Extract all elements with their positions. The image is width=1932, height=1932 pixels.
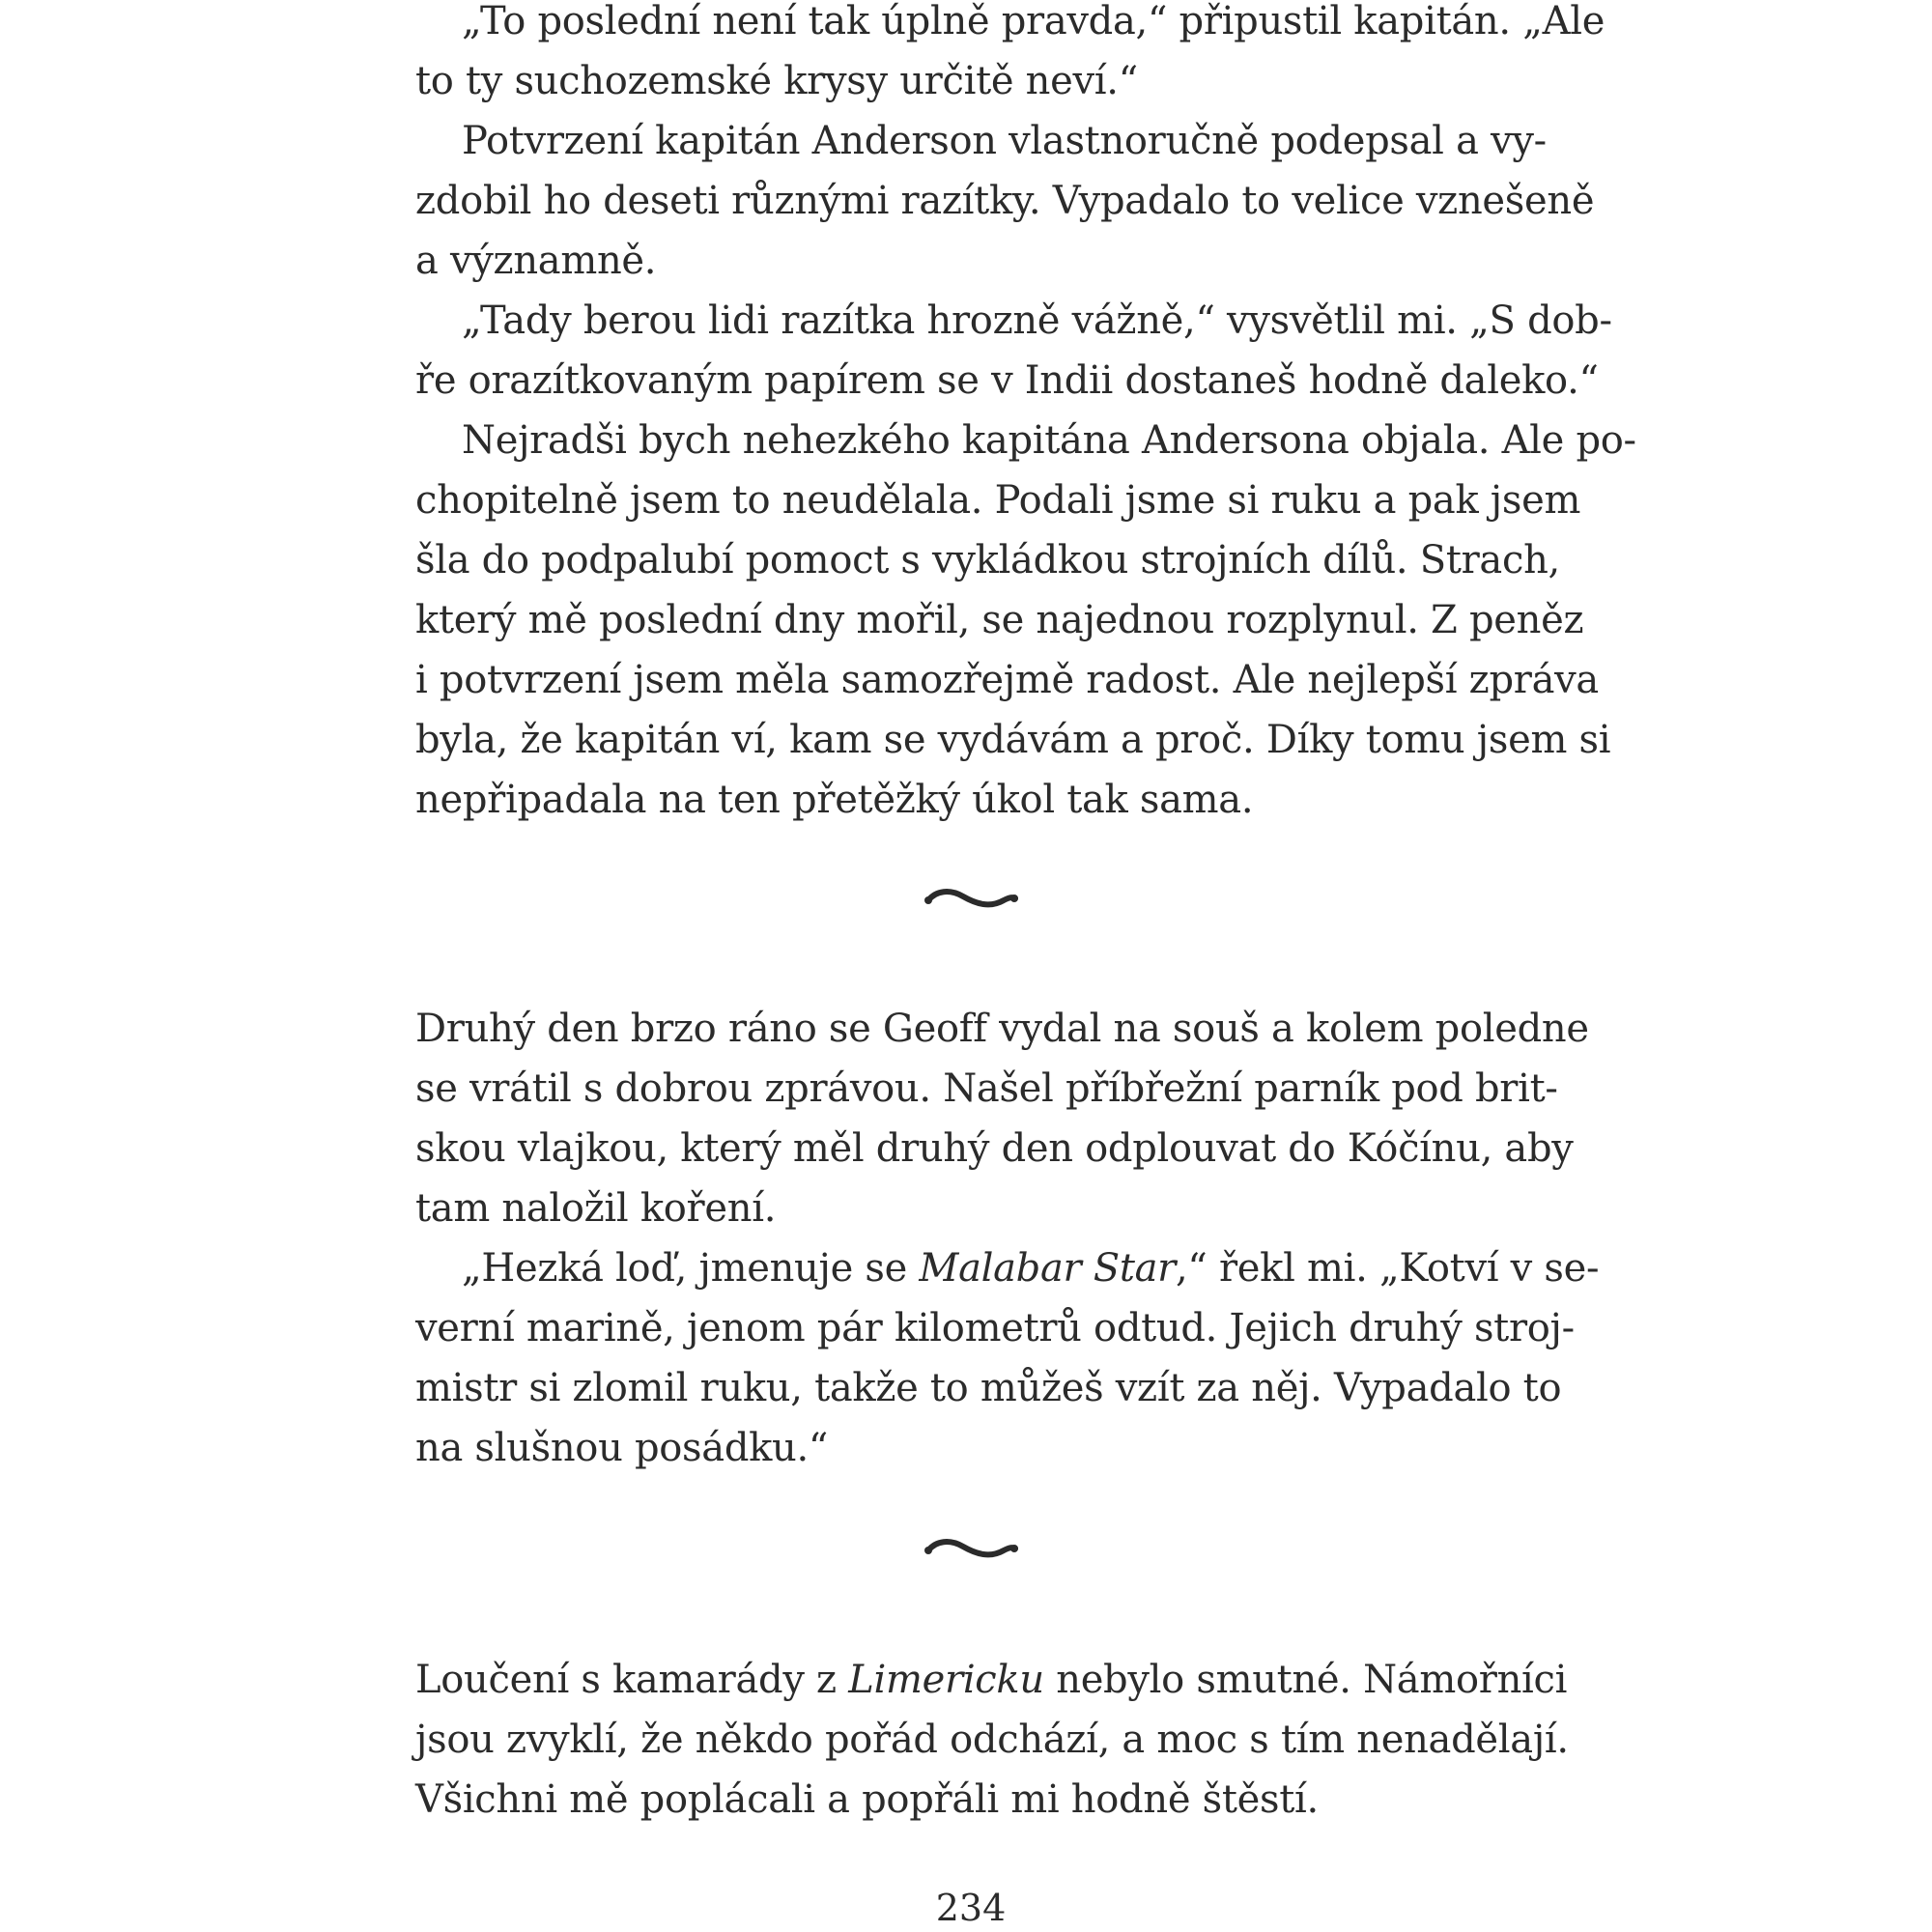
text-line: skou vlajkou, který měl druhý den odplouvat do Kóčínu, aby bbox=[415, 1126, 1574, 1171]
text-line: „Tady berou lidi razítka hrozně vážně,“ vysvětlil mi. „S dob- bbox=[462, 298, 1612, 343]
ship-name: Malabar Star bbox=[919, 1246, 1176, 1291]
text-line: nepřipadala na ten přetěžký úkol tak sama. bbox=[415, 778, 1254, 822]
section-break bbox=[415, 879, 1526, 918]
page-number: 234 bbox=[935, 1887, 1007, 1929]
text-line bbox=[415, 1650, 1568, 1710]
tilde-flourish-icon bbox=[921, 1529, 1021, 1568]
text-line: Druhý den brzo ráno se Geoff vydal na souš a kolem poledne bbox=[415, 1007, 1589, 1051]
text-line: ře orazítkovaným papírem se v Indii dostaneš hodně daleko.“ bbox=[415, 358, 1599, 403]
text-line: jsou zvyklí, že někdo pořád odchází, a moc s tím nenadělají. bbox=[415, 1718, 1569, 1762]
text-run: „Hezká loď, jmenuje se bbox=[462, 1246, 920, 1291]
text-line: který mě poslední dny mořil, se najednou rozplynul. Z peněz bbox=[415, 598, 1584, 642]
text-line bbox=[415, 1238, 1600, 1298]
text-line: byla, že kapitán ví, kam se vydávám a proč. Díky tomu jsem si bbox=[415, 718, 1611, 762]
text-line: i potvrzení jsem měla samozřejmě radost. Ale nejlepší zpráva bbox=[415, 658, 1599, 702]
text-line: Všichni mě poplácali a popřáli mi hodně štěstí. bbox=[415, 1777, 1319, 1822]
text-line: „To poslední není tak úplně pravda,“ připustil kapitán. „Ale bbox=[462, 0, 1605, 43]
text-line: chopitelně jsem to neudělala. Podali jsme si ruku a pak jsem bbox=[415, 478, 1581, 523]
book-page bbox=[415, 0, 1636, 1932]
text-line: Nejradši bych nehezkého kapitána Andersona objala. Ale po- bbox=[462, 418, 1636, 463]
text-line: Potvrzení kapitán Anderson vlastnoručně podepsal a vy- bbox=[462, 119, 1547, 163]
text-line: tam naložil koření. bbox=[415, 1186, 777, 1231]
text-line: to ty suchozemské krysy určitě neví.“ bbox=[415, 59, 1138, 103]
text-run: nebylo smutné. Námořníci bbox=[1043, 1658, 1568, 1702]
text-line: se vrátil s dobrou zprávou. Našel příbřežní parník pod brit- bbox=[415, 1066, 1558, 1111]
text-run: ,“ řekl mi. „Kotví v se- bbox=[1176, 1246, 1600, 1291]
text-line: zdobil ho deseti různými razítky. Vypadalo to velice vznešeně bbox=[415, 179, 1595, 223]
text-line: šla do podpalubí pomoct s vykládkou strojních dílů. Strach, bbox=[415, 538, 1560, 582]
text-run: Loučení s kamarády z bbox=[415, 1658, 849, 1702]
text-line: verní marině, jenom pár kilometrů odtud. Jejich druhý stroj- bbox=[415, 1306, 1575, 1350]
ship-name: Limericku bbox=[848, 1658, 1044, 1702]
tilde-flourish-icon bbox=[921, 879, 1021, 918]
text-line: a významně. bbox=[415, 239, 657, 283]
text-line: mistr si zlomil ruku, takže to můžeš vzít za něj. Vypadalo to bbox=[415, 1366, 1562, 1410]
text-line: na slušnou posádku.“ bbox=[415, 1426, 829, 1470]
section-break bbox=[415, 1529, 1526, 1568]
